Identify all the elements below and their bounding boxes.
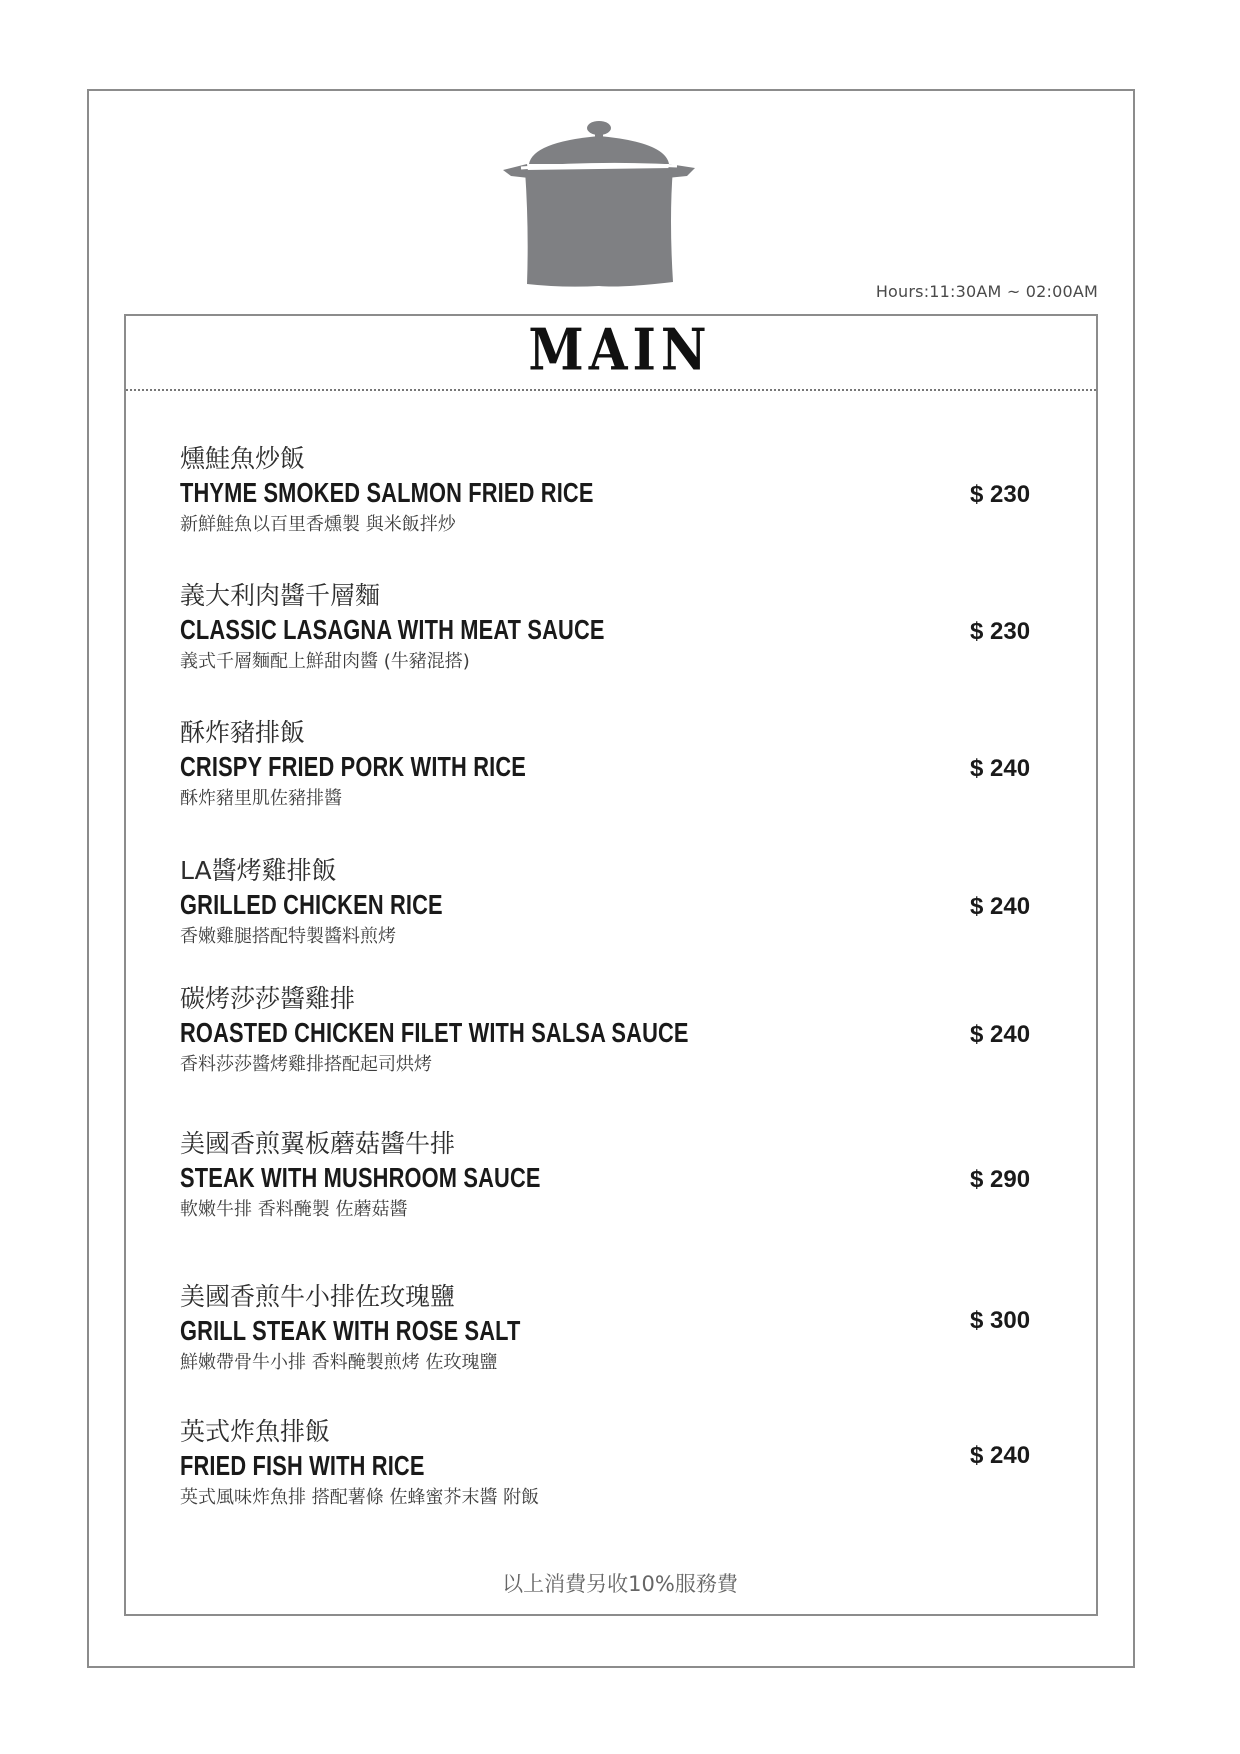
title-divider: [126, 389, 1096, 391]
item-price: $ 240: [970, 1442, 1031, 1469]
item-description: 酥炸豬里肌佐豬排醬: [180, 788, 342, 809]
page-title: MAIN: [528, 315, 712, 384]
menu-item: [180, 982, 1060, 1092]
item-name-en: CLASSIC LASAGNA WITH MEAT SAUCE: [180, 614, 605, 645]
item-description: 軟嫩牛排 香料醃製 佐蘑菇醬: [180, 1199, 408, 1220]
stock-pot-icon: [503, 118, 695, 290]
item-name-zh: 義大利肉醬千層麵: [180, 581, 381, 610]
item-description: 香料莎莎醬烤雞排搭配起司烘烤: [180, 1054, 432, 1075]
item-description: 新鮮鮭魚以百里香燻製 與米飯拌炒: [180, 514, 456, 535]
item-name-en: GRILL STEAK WITH ROSE SALT: [180, 1315, 521, 1346]
item-name-zh: 英式炸魚排飯: [180, 1417, 331, 1446]
item-description: 鮮嫩帶骨牛小排 香料醃製煎烤 佐玫瑰鹽: [180, 1352, 498, 1373]
item-description: 義式千層麵配上鮮甜肉醬 (牛豬混搭): [180, 651, 470, 672]
menu-item: [180, 716, 1060, 826]
item-name-zh: 碳烤莎莎醬雞排: [180, 984, 356, 1013]
item-name-zh: 美國香煎翼板蘑菇醬牛排: [180, 1129, 456, 1158]
item-name-en: ROASTED CHICKEN FILET WITH SALSA SAUCE: [180, 1017, 689, 1048]
menu-item: [180, 1127, 1060, 1237]
item-description: 英式風味炸魚排 搭配薯條 佐蜂蜜芥末醬 附飯: [180, 1487, 540, 1508]
item-name-en: FRIED FISH WITH RICE: [180, 1450, 425, 1481]
item-price: $ 240: [970, 1021, 1031, 1048]
item-price: $ 300: [970, 1307, 1031, 1334]
menu-item: [180, 1415, 1060, 1525]
item-price: $ 240: [970, 755, 1031, 782]
item-price: $ 230: [970, 481, 1031, 508]
item-description: 香嫩雞腿搭配特製醬料煎烤: [180, 926, 396, 947]
item-name-en: THYME SMOKED SALMON FRIED RICE: [180, 477, 594, 508]
menu-item: [180, 579, 1060, 689]
item-name-zh: 酥炸豬排飯: [180, 718, 306, 747]
item-name-zh: 燻鮭魚炒飯: [180, 444, 306, 473]
menu-item: [180, 442, 1060, 552]
menu-item: [180, 854, 1060, 964]
item-price: $ 230: [970, 618, 1031, 645]
item-name-zh: LA醬烤雞排飯: [180, 856, 337, 885]
menu-item: [180, 1280, 1060, 1390]
item-name-en: GRILLED CHICKEN RICE: [180, 889, 443, 920]
opening-hours: Hours:11:30AM ~ 02:00AM: [875, 282, 1098, 301]
item-price: $ 240: [970, 893, 1031, 920]
item-name-zh: 美國香煎牛小排佐玫瑰鹽: [180, 1282, 456, 1311]
item-price: $ 290: [970, 1166, 1031, 1193]
service-charge-note: 以上消費另收10%服務費: [502, 1572, 738, 1596]
item-name-en: STEAK WITH MUSHROOM SAUCE: [180, 1162, 541, 1193]
item-name-en: CRISPY FRIED PORK WITH RICE: [180, 751, 527, 782]
